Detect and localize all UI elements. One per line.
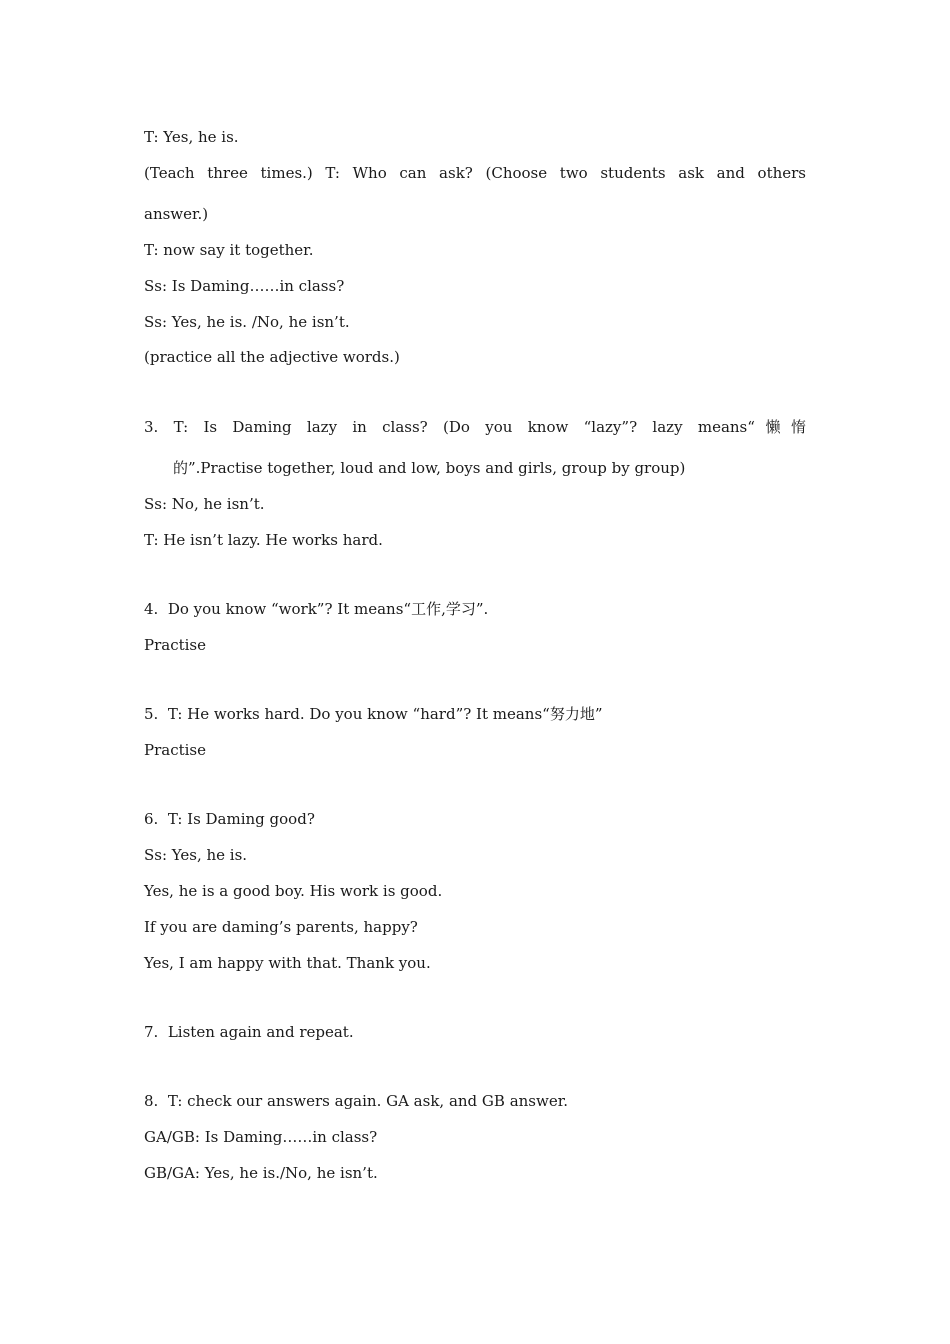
text-line: Practise bbox=[144, 636, 207, 654]
numbered-item-5: 5. T: He works hard. Do you know “hard”? It means“努力地” bbox=[144, 705, 603, 723]
numbered-item-4: 4. Do you know “work”? It means“工作,学习”. bbox=[144, 600, 489, 618]
text-line: T: now say it together. bbox=[144, 241, 314, 259]
text-line: GA/GB: Is Daming……in class? bbox=[144, 1128, 378, 1146]
text-line: answer.) bbox=[144, 205, 209, 223]
text-line: T: Yes, he is. bbox=[144, 128, 239, 146]
text-line: T: He isn’t lazy. He works hard. bbox=[144, 531, 383, 549]
text-line: Yes, he is a good boy. His work is good. bbox=[144, 882, 443, 900]
numbered-item-6: 6. T: Is Daming good? bbox=[144, 810, 315, 828]
text-line: Yes, I am happy with that. Thank you. bbox=[144, 954, 431, 972]
text-line: If you are daming’s parents, happy? bbox=[144, 918, 418, 936]
text-line: Ss: Is Daming……in class? bbox=[144, 277, 345, 295]
text-line: (practice all the adjective words.) bbox=[144, 348, 400, 366]
text-line: 的”.Practise together, loud and low, boys and girls, group by group) bbox=[173, 459, 686, 477]
text-line: GB/GA: Yes, he is./No, he isn’t. bbox=[144, 1164, 378, 1182]
numbered-item-3: 3. T: Is Daming lazy in class? (Do you know “lazy”? lazy means“懒惰 bbox=[144, 418, 806, 436]
numbered-item-8: 8. T: check our answers again. GA ask, and GB answer. bbox=[144, 1092, 569, 1110]
text-line: Ss: No, he isn’t. bbox=[144, 495, 265, 513]
text-line: Ss: Yes, he is. bbox=[144, 846, 248, 864]
text-line: Ss: Yes, he is. /No, he isn’t. bbox=[144, 313, 350, 331]
text-line: (Teach three times.) T: Who can ask? (Choose two students ask and others bbox=[144, 164, 806, 182]
text-line: Practise bbox=[144, 741, 207, 759]
numbered-item-7: 7. Listen again and repeat. bbox=[144, 1023, 354, 1041]
